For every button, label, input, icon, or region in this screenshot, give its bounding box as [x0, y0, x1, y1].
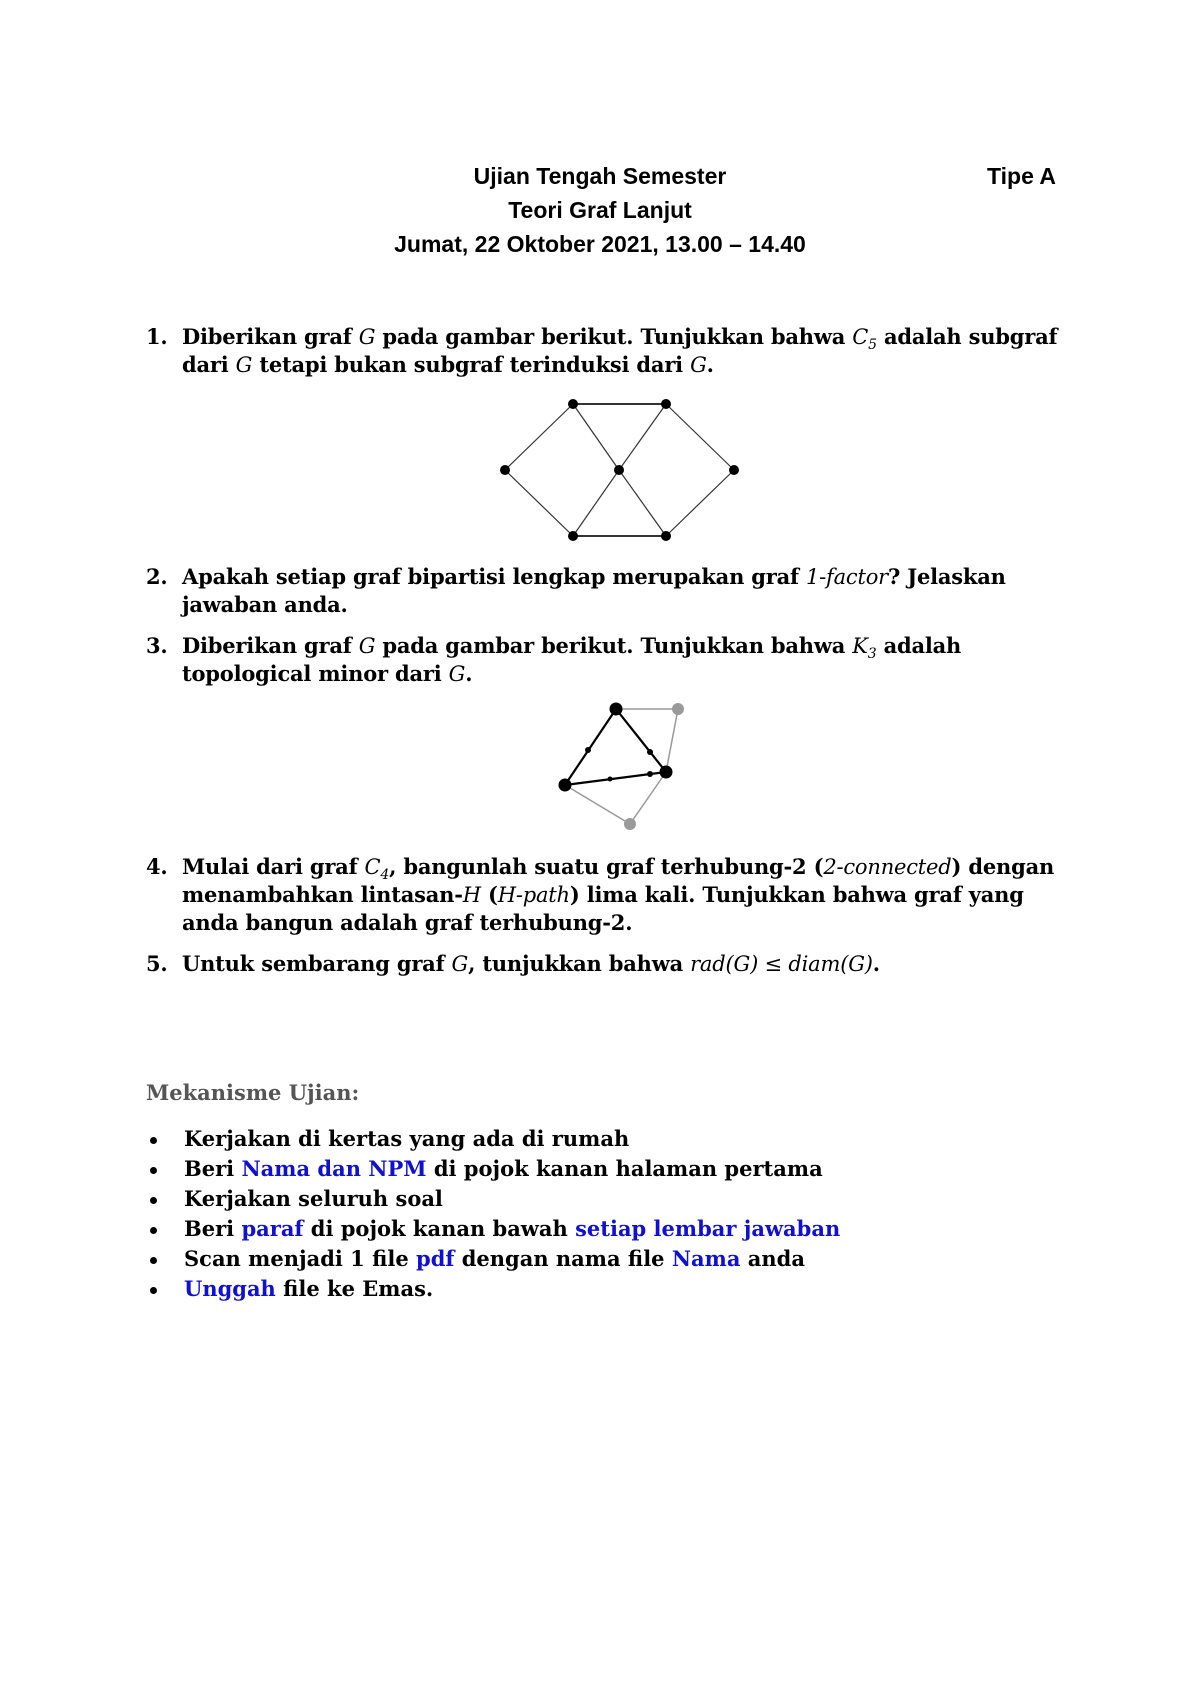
bullet-icon — [150, 1287, 157, 1294]
question-text: Mulai dari graf $C_4$, bangunlah suatu graf terhubung-2 (2-connected) dengan menambahkan lintasan-H (H-path) lima kali. Tunjukkan bahwa graf yang anda bangun adalah graf terhubung-2. — [182, 854, 1055, 935]
list-item: Kerjakan di kertas yang ada di rumah — [146, 1124, 1046, 1154]
question-3 — [146, 632, 1066, 688]
list-item: Kerjakan seluruh soal — [146, 1184, 1046, 1214]
bullet-icon — [150, 1167, 157, 1174]
course-name: Teori Graf Lanjut — [508, 197, 692, 223]
question-1 — [146, 323, 1066, 379]
mechanism-list — [146, 1124, 1046, 1304]
question-text: Untuk sembarang graf G, tunjukkan bahwa rad(G) ≤ diam(G). — [182, 951, 880, 976]
graph-figure-2 — [550, 698, 700, 838]
question-number: 3. — [146, 633, 168, 658]
bullet-icon — [150, 1137, 157, 1144]
question-5 — [146, 950, 1066, 978]
list-item: Unggah file ke Emas. — [146, 1274, 1046, 1304]
question-text: Diberikan graf G pada gambar berikut. Tunjukkan bahwa $K_3$ adalah topological minor dari G. — [182, 633, 962, 686]
mechanism-title: Mekanisme Ujian: — [146, 1080, 360, 1105]
list-item: Beri Nama dan NPM di pojok kanan halaman pertama — [146, 1154, 1046, 1184]
exam-type: Tipe A — [987, 163, 1057, 189]
bullet-icon — [150, 1257, 157, 1264]
question-number: 1. — [146, 324, 168, 349]
question-2 — [146, 563, 1066, 619]
list-item: Beri paraf di pojok kanan bawah setiap lembar jawaban — [146, 1214, 1046, 1244]
question-text: Diberikan graf G pada gambar berikut. Tunjukkan bahwa $C_5$ adalah subgraf dari G tetapi bukan subgraf terinduksi dari G. — [182, 324, 1058, 377]
bullet-icon — [150, 1227, 157, 1234]
exam-title: Ujian Tengah Semester — [473, 163, 727, 189]
exam-datetime: Jumat, 22 Oktober 2021, 13.00 – 14.40 — [394, 231, 806, 257]
question-number: 5. — [146, 951, 168, 976]
graph-figure-1 — [488, 394, 748, 544]
list-item: Scan menjadi 1 file pdf dengan nama file Nama anda — [146, 1244, 1046, 1274]
question-text: Apakah setiap graf bipartisi lengkap merupakan graf 1-factor? Jelaskan jawaban anda. — [182, 564, 1006, 617]
question-4 — [146, 853, 1066, 937]
question-number: 2. — [146, 564, 168, 589]
question-number: 4. — [146, 854, 168, 879]
bullet-icon — [150, 1197, 157, 1204]
